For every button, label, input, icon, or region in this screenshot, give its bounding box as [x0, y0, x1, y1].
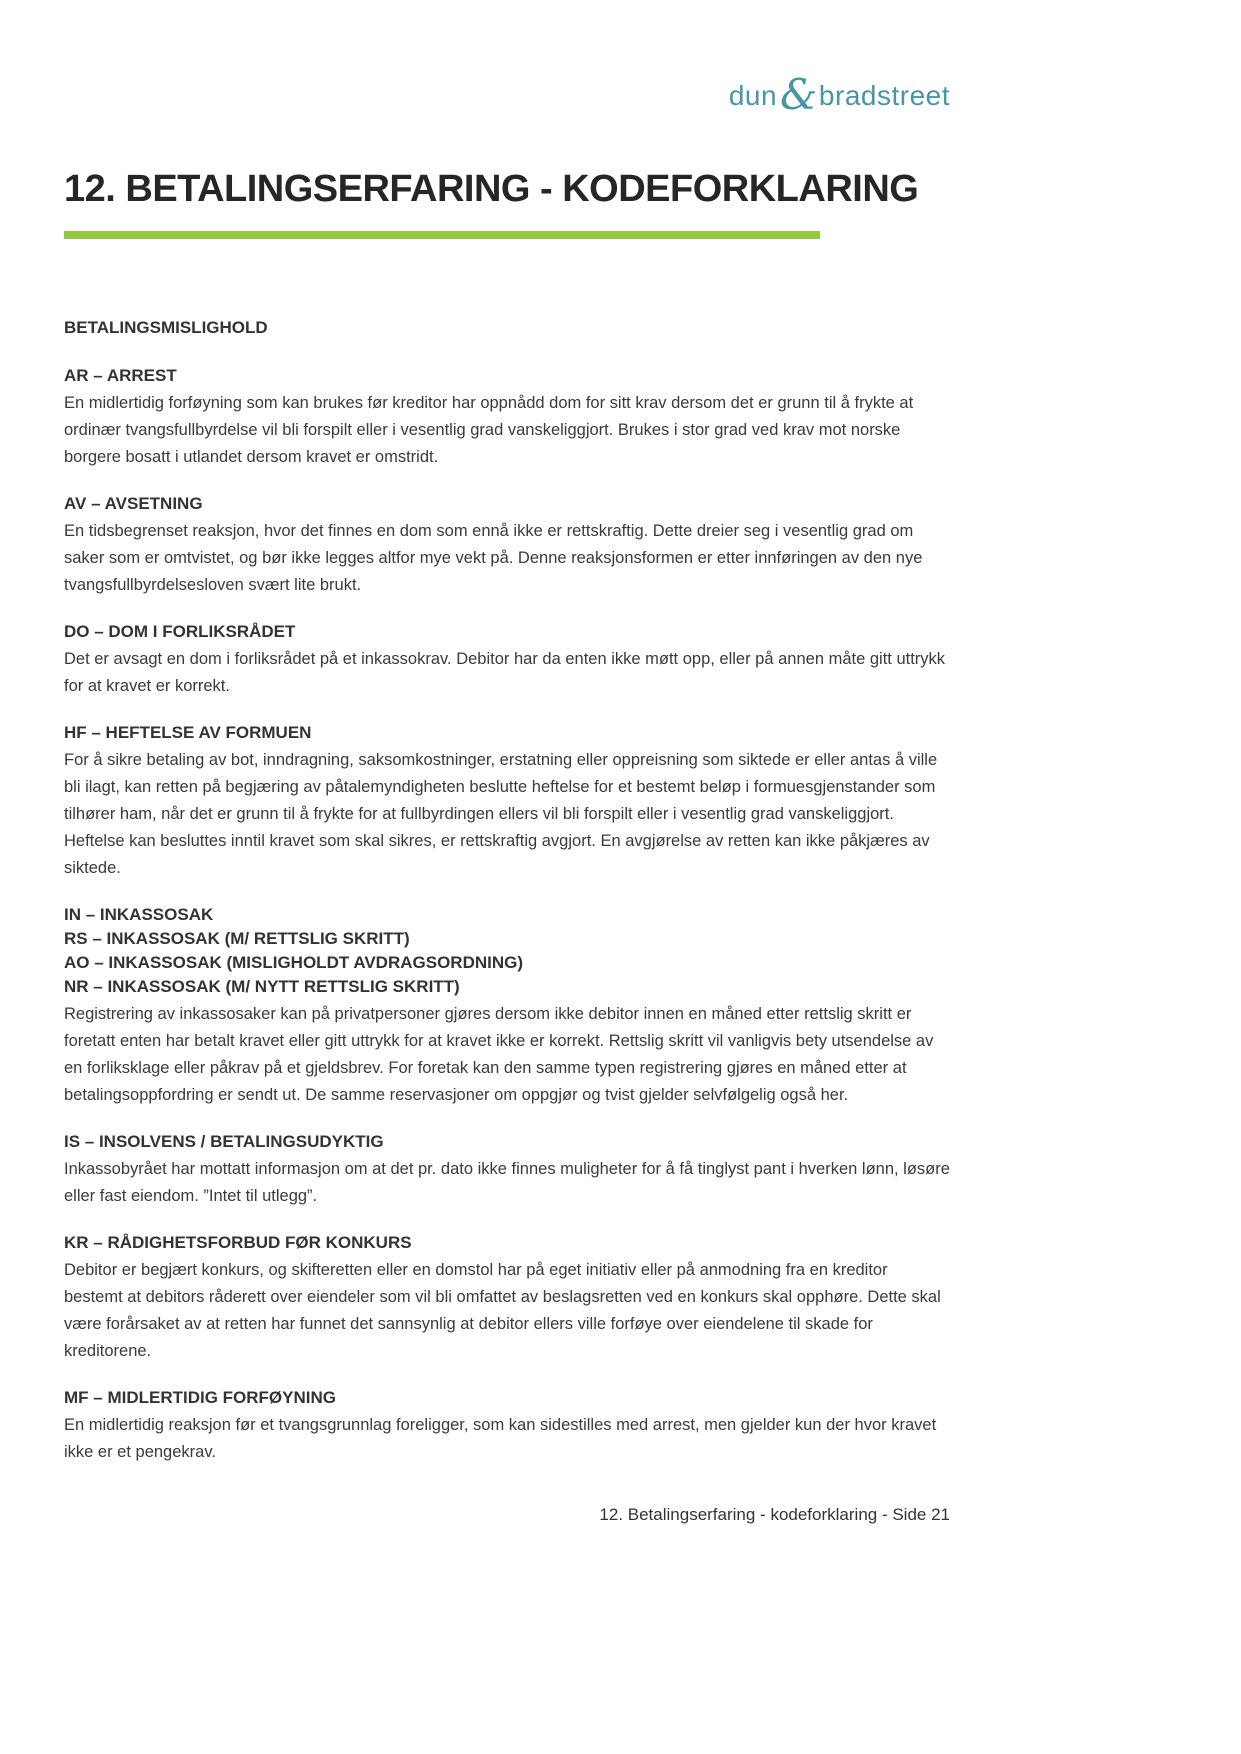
code-entry-is: [64, 1130, 950, 1210]
logo-word-bradstreet: bradstreet: [818, 80, 950, 111]
code-entry-inkasso-group: [64, 903, 950, 1109]
dun-bradstreet-logo: [728, 70, 950, 119]
code-entry-ar: [64, 364, 950, 471]
document-content: [64, 318, 950, 1487]
code-heading: AR – ARREST: [64, 366, 177, 385]
code-description: En tidsbegrenset reaksjon, hvor det finnes en dom som ennå ikke er rettskraftig. Dette dreier seg i vesentlig grad om saker som er omtvistet, og bør ikke legges altfor mye vekt på. Denne reaksjonsformen er etter innføringen av den nye tvangsfullbyrdelsesloven svært lite brukt.: [64, 522, 923, 594]
code-heading: RS – INKASSOSAK (M/ RETTSLIG SKRITT): [64, 929, 410, 948]
code-description: En midlertidig reaksjon før et tvangsgrunnlag foreligger, som kan sidestilles med arrest, men gjelder kun der hvor kravet ikke er et pengekrav.: [64, 1416, 937, 1461]
page-title: 12. BETALINGSERFARING - KODEFORKLARING: [64, 168, 919, 210]
code-heading: NR – INKASSOSAK (M/ NYTT RETTSLIG SKRITT): [64, 977, 460, 996]
code-description: Debitor er begjært konkurs, og skifteretten eller en domstol har på eget initiativ eller på anmodning fra en kreditor bestemt at debitors råderett over eiendeler som vil bli omfattet av beslagsretten ved en konkurs skal opphøre. Dette skal være forårsaket av at retten har funnet det sannsynlig at debitor ellers ville forføye over eiendelene til skade for kreditorene.: [64, 1261, 941, 1360]
logo-ampersand-icon: &: [780, 70, 818, 119]
code-heading: AV – AVSETNING: [64, 494, 203, 513]
code-description: Registrering av inkassosaker kan på privatpersoner gjøres dersom ikke debitor innen en måned etter rettslig skritt er foretatt enten har betalt kravet eller gitt uttrykk for at kravet ikke er korrekt. Rettslig skritt vil vanligvis bety utsendelse av en forliksklage eller påkrav på et gjeldsbrev. For foretak kan den samme typen registrering gjøres en måned etter at betalingsoppfordring er sendt ut. De samme reservasjoner om oppgjør og tvist gjelder selvfølgelig også her.: [64, 1005, 934, 1104]
code-entry-kr: [64, 1231, 950, 1365]
code-heading: AO – INKASSOSAK (MISLIGHOLDT AVDRAGSORDNING): [64, 953, 524, 972]
code-heading: MF – MIDLERTIDIG FORFØYNING: [64, 1388, 336, 1407]
page-footer: 12. Betalingserfaring - kodeforklaring - Side 21: [599, 1505, 950, 1524]
code-description: Inkassobyrået har mottatt informasjon om at det pr. dato ikke finnes muligheter for å få tinglyst pant i hverken lønn, løsøre eller fast eiendom. ”Intet til utlegg”.: [64, 1160, 950, 1205]
section-heading: BETALINGSMISLIGHOLD: [64, 318, 268, 337]
code-heading: IS – INSOLVENS / BETALINGSUDYKTIG: [64, 1132, 384, 1151]
code-description: En midlertidig forføyning som kan brukes før kreditor har oppnådd dom for sitt krav dersom det er grunn til å frykte at ordinær tvangsfullbyrdelse vil bli forspilt eller i vesentlig grad vanskeliggjort. Brukes i stor grad ved krav mot norske borgere bosatt i utlandet dersom kravet er omstridt.: [64, 394, 914, 466]
code-entry-do: [64, 620, 950, 700]
code-heading: KR – RÅDIGHETSFORBUD FØR KONKURS: [64, 1233, 412, 1252]
code-heading: IN – INKASSOSAK: [64, 905, 214, 924]
code-description: Det er avsagt en dom i forliksrådet på et inkassokrav. Debitor har da enten ikke møtt opp, eller på annen måte gitt uttrykk for at kravet er korrekt.: [64, 650, 946, 695]
code-heading: HF – HEFTELSE AV FORMUEN: [64, 723, 312, 742]
code-entry-hf: [64, 721, 950, 882]
code-description: For å sikre betaling av bot, inndragning, saksomkostninger, erstatning eller oppreisning som siktede er eller antas å ville bli ilagt, kan retten på begjæring av påtalemyndigheten beslutte heftelse for et bestemt beløp i formuesgjenstander som tilhører ham, når det er grunn til å frykte for at fullbyrdingen ellers vil bli forspilt eller i vesentlig grad vanskeliggjort. Heftelse kan besluttes inntil kravet som skal sikres, er rettskraftig avgjort. En avgjørelse av retten kan ikke påkjæres av siktede.: [64, 751, 938, 877]
logo-word-dun: dun: [728, 80, 778, 111]
code-heading: DO – DOM I FORLIKSRÅDET: [64, 622, 296, 641]
title-accent-bar: [64, 231, 820, 239]
code-entry-mf: [64, 1386, 950, 1466]
code-entry-av: [64, 492, 950, 599]
